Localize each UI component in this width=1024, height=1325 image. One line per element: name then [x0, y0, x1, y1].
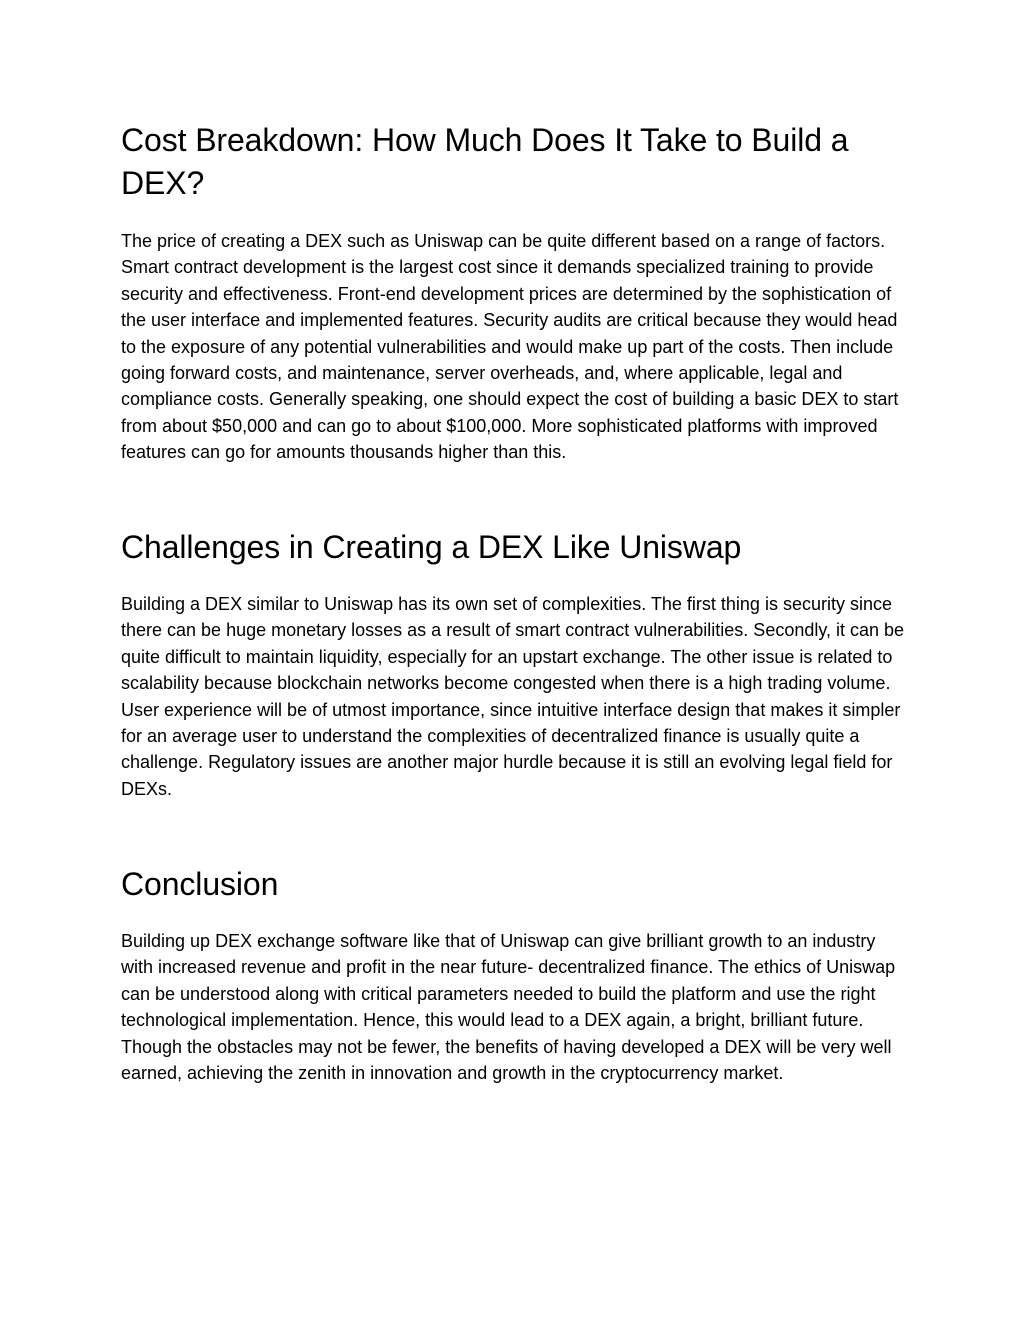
- section-heading: Conclusion: [121, 866, 279, 902]
- section-paragraph: Building up DEX exchange software like that of Uniswap can give brilliant growth to an industry with increased revenue and profit in the near future- decentralized finance. The ethics of Uniswap can be understood along with critical parameters needed to build the platform and use the right technological implementation. Hence, this would lead to a DEX again, a bright, brilliant future. Though the obstacles may not be fewer, the benefits of having developed a DEX will be very well earned, achieving the zenith in innovation and growth in the cryptocurrency market.: [121, 931, 896, 1084]
- section-paragraph: The price of creating a DEX such as Uniswap can be quite different based on a range of factors. Smart contract development is the largest cost since it demands specialized training to provide security and effectiveness. Front-end development prices are determined by the sophistication of the user interface and implemented features. Security audits are critical because they would head to the exposure of any potential vulnerabilities and would make up part of the costs. Then include going forward costs, and maintenance, server overheads, and, where applicable, legal and compliance costs. Generally speaking, one should expect the cost of building a basic DEX to start from about $50,000 and can go to about $100,000. More sophisticated platforms with improved features can go for amounts thousands higher than this.: [121, 231, 899, 463]
- section-heading: Cost Breakdown: How Much Does It Take to Build a DEX?: [121, 122, 849, 201]
- section-paragraph: Building a DEX similar to Uniswap has its own set of complexities. The first thing is security since there can be huge monetary losses as a result of smart contract vulnerabilities. Secondly, it can be quite difficult to maintain liquidity, especially for an upstart exchange. The other issue is related to scalability because blockchain networks become congested when there is a high trading volume. User experience will be of utmost importance, since intuitive interface design that makes it simpler for an average user to understand the complexities of decentralized finance is usually quite a challenge. Regulatory issues are another major hurdle because it is still an evolving legal field for DEXs.: [121, 594, 905, 799]
- section-heading: Challenges in Creating a DEX Like Uniswap: [121, 529, 742, 565]
